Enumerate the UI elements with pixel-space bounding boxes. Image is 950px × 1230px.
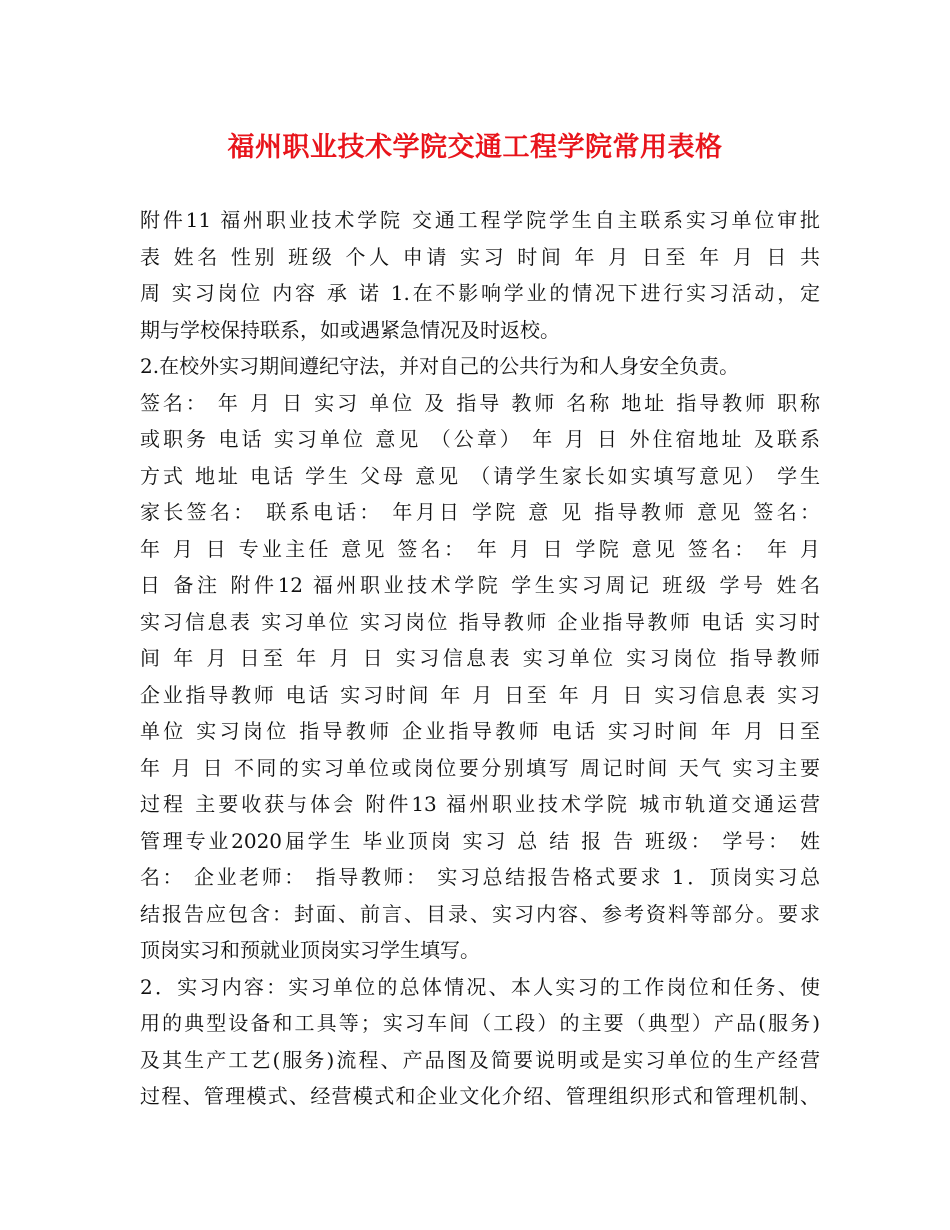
body-line: 签名： 年 月 日 实习 单位 及 指导 教师 名称 地址 指导教师 职称 xyxy=(140,390,820,415)
body-line: 或职务 电话 实习单位 意见 （公章） 年 月 日 外住宿地址 及联系 xyxy=(140,427,820,451)
body-line: 单位 实习岗位 指导教师 企业指导教师 电话 实习时间 年 月 日至 xyxy=(140,719,820,743)
body-line: 2．实习内容：实习单位的总体情况、本人实习的工作岗位和任务、使 xyxy=(140,974,820,999)
body-line: 及其生产工艺(服务)流程、产品图及简要说明或是实习单位的生产经营 xyxy=(140,1047,820,1072)
body-line: 日 备注 附件12 福州职业技术学院 学生实习周记 班级 学号 姓名 xyxy=(140,573,820,597)
body-line: 2.在校外实习期间遵纪守法，并对自己的公共行为和人身安全负责。 xyxy=(140,354,740,378)
body-line: 表 姓名 性别 班级 个人 申请 实习 时间 年 月 日至 年 月 日 共 xyxy=(140,244,820,269)
body-line: 实习信息表 实习单位 实习岗位 指导教师 企业指导教师 电话 实习时 xyxy=(140,609,820,634)
page-title: 福州职业技术学院交通工程学院常用表格 xyxy=(227,132,723,163)
body-line: 周 实习岗位 内容 承 诺 1.在不影响学业的情况下进行实习活动，定 xyxy=(140,281,820,305)
body-line: 名： 企业老师： 指导教师： 实习总结报告格式要求 1．顶岗实习总 xyxy=(140,865,820,889)
body-line: 年 月 日 专业主任 意见 签名： 年 月 日 学院 意见 签名： 年 月 xyxy=(140,536,820,561)
body-line: 间 年 月 日至 年 月 日 实习信息表 实习单位 实习岗位 指导教师 xyxy=(140,646,820,670)
body-line: 方式 地址 电话 学生 父母 意见 （请学生家长如实填写意见） 学生 xyxy=(140,463,820,488)
body-line: 过程、管理模式、经营模式和企业文化介绍、管理组织形式和管理机制、 xyxy=(140,1084,820,1108)
body-line: 附件11 福州职业技术学院 交通工程学院学生自主联系实习单位审批 xyxy=(140,208,820,232)
body-line: 年 月 日 不同的实习单位或岗位要分别填写 周记时间 天气 实习主要 xyxy=(140,755,820,780)
body-line: 过程 主要收获与体会 附件13 福州职业技术学院 城市轨道交通运营 xyxy=(140,792,820,816)
document-body xyxy=(140,202,820,1115)
body-line: 管理专业2020届学生 毕业顶岗 实习 总 结 报 告 班级： 学号： 姓 xyxy=(140,828,820,853)
body-line: 用的典型设备和工具等；实习车间（工段）的主要（典型）产品(服务) xyxy=(140,1011,820,1035)
body-line: 家长签名： 联系电话： 年月日 学院 意 见 指导教师 意见 签名： xyxy=(140,500,820,524)
body-line: 顶岗实习和预就业顶岗实习学生填写。 xyxy=(140,938,480,962)
body-line: 企业指导教师 电话 实习时间 年 月 日至 年 月 日 实习信息表 实习 xyxy=(140,682,820,707)
body-line: 结报告应包含：封面、前言、目录、实习内容、参考资料等部分。要求 xyxy=(140,901,820,926)
body-line: 期与学校保持联系，如或遇紧急情况及时返校。 xyxy=(140,317,560,342)
